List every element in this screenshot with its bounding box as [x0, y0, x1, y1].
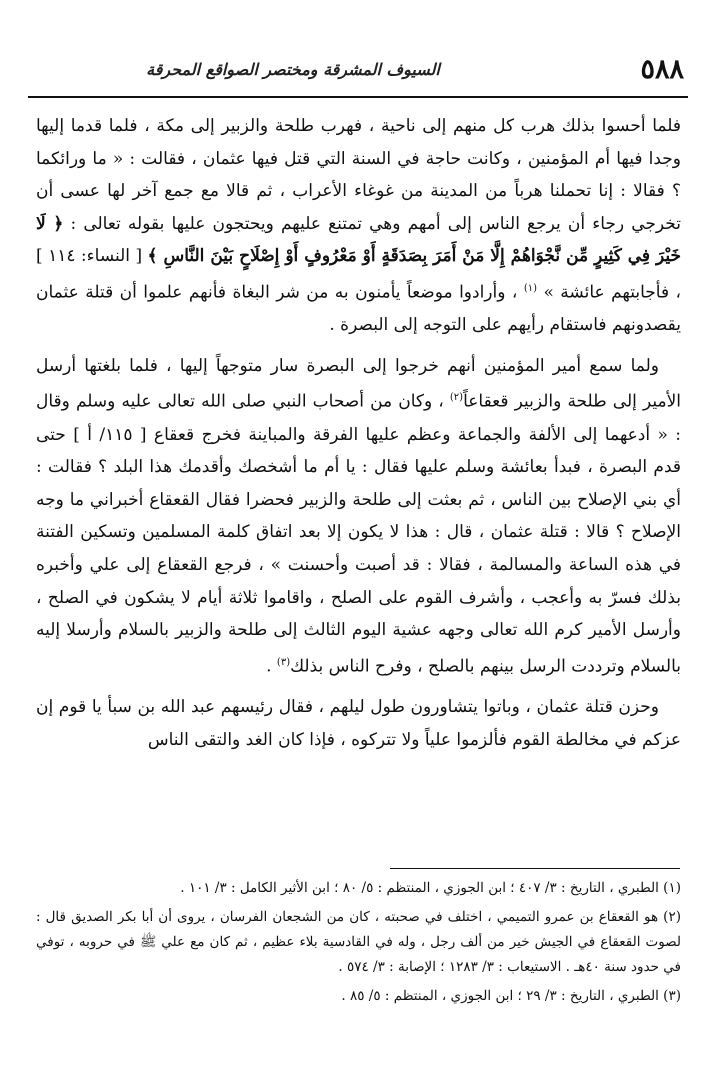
verse-reference: [ النساء: ١١٤ ] ، فأجابتهم عائشة » — [36, 246, 682, 303]
paragraph-2-text: ولما سمع أمير المؤمنين أنهم خرجوا إلى البصرة سار متوجهاً إليها ، فلما بلغتها أرسل الأمير إلى طلحة والزبير قعقاعاً — [36, 355, 681, 413]
paragraph-1-tail: ، وأرادوا موضعاً يأمنون به من شر البغاة فأنهم علموا أن قتلة عثمان يقصدونهم فاستقام رأيهم على التوجه إلى البصرة . — [36, 282, 681, 336]
footnote-2: (٢) هو القعقاع بن عمرو التميمي ، اختلف في صحبته ، كان من الشجعان الفرسان ، يروى أن أبا بكر الصديق قال : لصوت القعقاع في الجيش خير من ألف رجل ، وله في القادسية بلاء عظيم ، ثم كان مع علي ﷺ في حروبه ، توفي في حدود سنة ٤٠هـ . الاستيعاب : ٣/ ١٢٨٣ ؛ الإصابة : ٣/ ٥٧٤ . — [36, 909, 681, 975]
footnote-ref-3[interactable]: (٣) — [276, 656, 291, 668]
paragraph-1 — [36, 110, 681, 342]
paragraph-2-tail: ، وكان من أصحاب النبي صلى الله تعالى عليه وسلم وقال : « أدعهما إلى الألفة والجماعة وعظم عليها الفرقة والمباينة فخرج قعقاع [ ١١٥/ أ ] حتى قدم البصرة ، فبدأ بعائشة وسلم عليها فقال : يا أم ما أشخصك وأقدمك هذا البلد ؟ فقالت : أي بني الإصلاح بين الناس ، ثم بعثت إلى طلحة والزبير فحضرا فقال القعقاع أخبراني ما وجه الإصلاح ؟ قالا : قتلة عثمان ، قال : هذا لا يكون إلا بعد اتفاق كلمة المسلمين وتسكين الفتنة في هذه الساعة والمسالمة ، فقالا : قد أصبت وأحسنت » ، فرجع القعقاع إلى علي وأخبره بذلك فسرّ به وأعجب ، وأشرف القوم على الصلح ، واقاموا ثلاثة أيام لا يشكون في الصلح ، وأرسل الأمير كرم الله تعالى وجهه عشية اليوم الثالث إلى طلحة والزبير بالسلام وأرسلا إليه بالسلام وترددت الرسل بينهم بالصلح ، وفرح الناس بذلك — [36, 392, 682, 677]
footnote-ref-2[interactable]: (٢) — [449, 392, 464, 404]
header-divider — [28, 96, 688, 98]
running-title: السيوف المشرقة ومختصر الصواقع المحرقة — [146, 60, 440, 79]
page-number: ٥٨٨ — [640, 54, 684, 85]
paragraph-2: ولما سمع أمير المؤمنين أنهم خرجوا إلى البصرة سار متوجهاً إليها ، فلما بلغتها أرسل الأمير إلى طلحة والزبير قعقاعاً$^{(٢)}$ ، وكان من أصحاب النبي صلى الله تعالى عليه وسلم وقال : « أدعهما إلى الألفة والجماعة وعظم عليها الفرقة والمباينة فخرج قعقاع [ ١١٥/ أ ] حتى قدم البصرة ، فبدأ بعائشة وسلم عليها فقال : يا أم ما أشخصك وأقدمك هذا البلد ؟ فقالت : أي بني الإصلاح بين الناس ، ثم بعثت إلى طلحة والزبير فحضرا فقال القعقاع أخبراني ما وجه الإصلاح ؟ قالا : قتلة عثمان ، قال : هذا لا يكون إلا بعد اتفاق كلمة المسلمين وتسكين الفتنة في هذه الساعة والمسالمة ، فقالا : قد أصبت وأحسنت » ، فرجع القعقاع إلى علي وأخبره بذلك فسرّ به وأعجب ، وأشرف القوم على الصلح ، واقاموا ثلاثة أيام لا يشكون في الصلح ، وأرسل الأمير كرم الله تعالى وجهه عشية اليوم الثالث إلى طلحة والزبير بالسلام وأرسلا إليه بالسلام وترددت الرسل بينهم بالصلح ، وفرح الناس بذلك$^{(٣)}$ . — [36, 355, 682, 677]
paragraph-3 — [36, 691, 681, 756]
footnote-ref-1[interactable]: (١) — [523, 282, 538, 294]
footnotes — [36, 876, 681, 1013]
footnote-3: (٣) الطبري ، التاريخ : ٣/ ٢٩ ؛ ابن الجوزي ، المنتظم : ٥/ ٨٥ . — [341, 988, 681, 1004]
quran-verse: ﴿ لَا خَيْرَ فِي كَثِيرٍ مِّن نَّجْوَاهُمْ إِلَّا مَنْ أَمَرَ بِصَدَقَةٍ أَوْ مَعْرُوفٍ أَوْ إِصْلَاحٍ بَيْنَ النَّاسِ ﴾ — [36, 213, 682, 267]
page-header — [28, 52, 688, 102]
footnote-1: (١) الطبري ، التاريخ : ٣/ ٤٠٧ ؛ ابن الجوزي ، المنتظم : ٥/ ٨٠ ؛ ابن الأثير الكامل : ٣/ ١٠١ . — [180, 880, 681, 896]
paragraph-3-text: وحزن قتلة عثمان ، وباتوا يتشاورون طول ليلهم ، فقال رئيسهم عبد الله بن سبأ يا قوم إن عزكم في مخالطة القوم فألزموا علياً ولا تتركوه ، فإذا كان الغد والتقى الناس — [36, 697, 681, 750]
footnote-divider — [390, 868, 680, 869]
paragraph-1-text: فلما أحسوا بذلك هرب كل منهم إلى ناحية ، فهرب طلحة والزبير إلى مكة ، فلما قدما إليها وجدا فيها أم المؤمنين ، وكانت حاجة في السنة التي قتل فيها عثمان ، فقالت : « ما ورائكما ؟ فقالا : إنا تحملنا هرباً من المدينة من غوغاء الأعراب ، ثم قالا مع جمع آخر لها عسى أن تخرجي رجاء أن يرجع الناس إلى أمهم وهي تمتنع عليهم ويحتجون عليها بقوله تعالى : — [36, 116, 681, 234]
main-text — [36, 110, 681, 764]
